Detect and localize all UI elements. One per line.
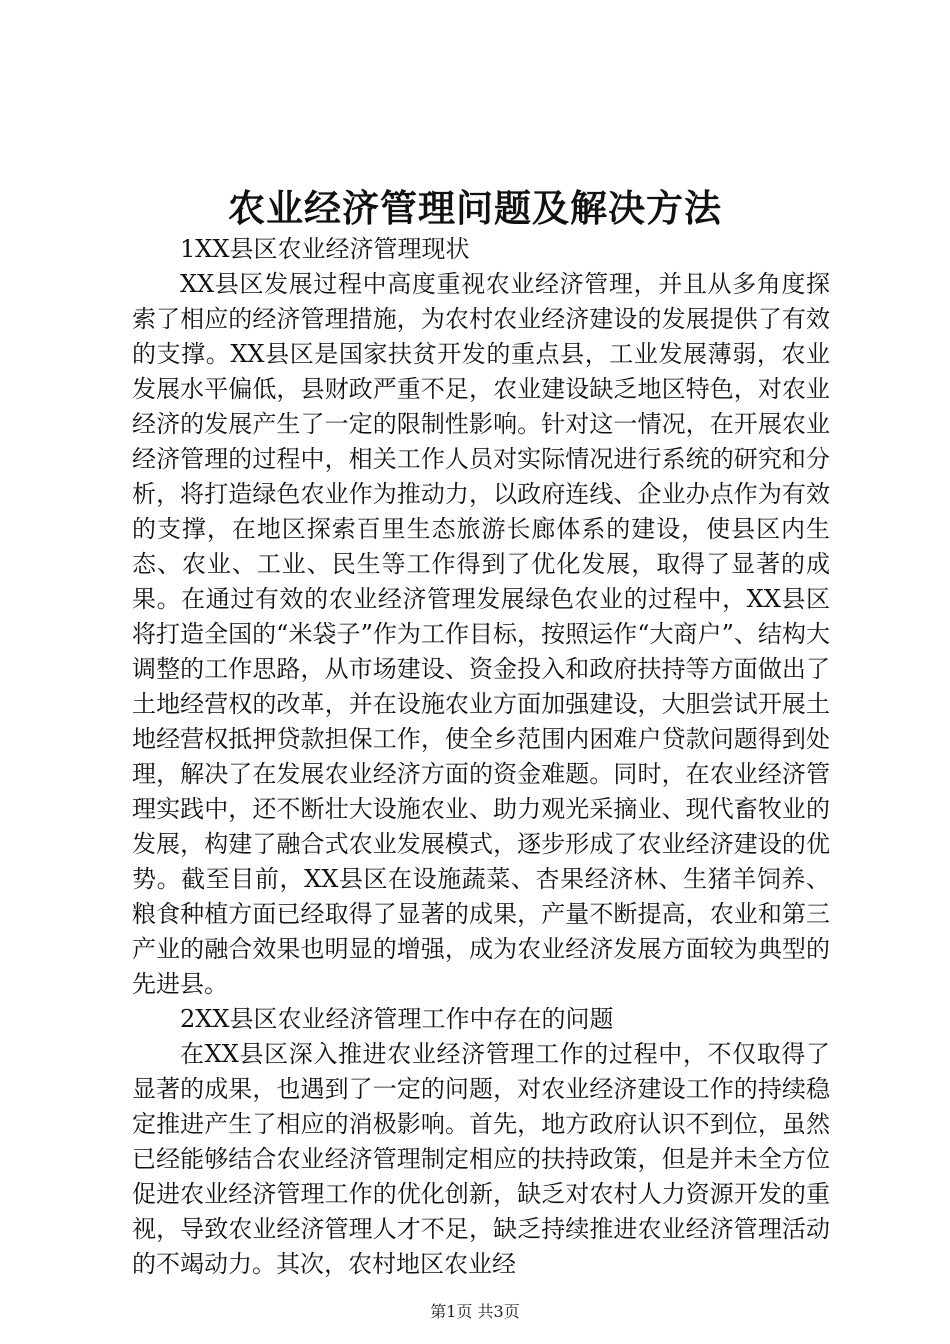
section-paragraph-2: 在XX县区深入推进农业经济管理工作的过程中，不仅取得了显著的成果，也遇到了一定的问题，对农业经济建设工作的持续稳定推进产生了相应的消极影响。首先，地方政府认识不到位，虽然已经能够结合农业经济管理制定相应的扶持政策，但是并未全方位促进农业经济管理工作的优化创新，缺乏对农村人力资源开发的重视，导致农业经济管理人才不足，缺乏持续推进农业经济管理活动的不竭动力。其次，农村地区农业经 — [132, 1040, 830, 1278]
document-title: 农业经济管理问题及解决方法 — [228, 186, 722, 230]
section-heading-2: 2XX县区农业经济管理工作中存在的问题 — [180, 1005, 614, 1033]
section-heading-1: 1XX县区农业经济管理现状 — [180, 235, 470, 263]
section-paragraph-1: XX县区发展过程中高度重视农业经济管理，并且从多角度探索了相应的经济管理措施，为农村农业经济建设的发展提供了有效的支撑。XX县区是国家扶贫开发的重点县，工业发展薄弱，农业发展水平偏低，县财政严重不足，农业建设缺乏地区特色，对农业经济的发展产生了一定的限制性影响。针对这一情况，在开展农业经济管理的过程中，相关工作人员对实际情况进行系统的研究和分析，将打造绿色农业作为推动力，以政府连线、企业办点作为有效的支撑，在地区探索百里生态旅游长廊体系的建设，使县区内生态、农业、工业、民生等工作得到了优化发展，取得了显著的成果。在通过有效的农业经济管理发展绿色农业的过程中，XX县区将打造全国的“米袋子”作为工作目标，按照运作“大商户”、结构大调整的工作思路，从市场建设、资金投入和政府扶持等方面做出了土地经营权的改革，并在设施农业方面加强建设，大胆尝试开展土地经营权抵押贷款担保工作，使全乡范围内困难户贷款问题得到处理，解决了在发展农业经济方面的资金难题。同时，在农业经济管理实践中，还不断壮大设施农业、助力观光采摘业、现代畜牧业的发展，构建了融合式农业发展模式，逐步形成了农业经济建设的优势。截至目前，XX县区在设施蔬菜、杏果经济林、生猪羊饲养、粮食种植方面已经取得了显著的成果，产量不断提高，农业和第三产业的融合效果也明显的增强，成为农业经济发展方面较为典型的先进县。 — [132, 270, 830, 998]
document-body — [132, 232, 830, 1282]
page-footer: 第1页 共3页 — [430, 1302, 520, 1321]
